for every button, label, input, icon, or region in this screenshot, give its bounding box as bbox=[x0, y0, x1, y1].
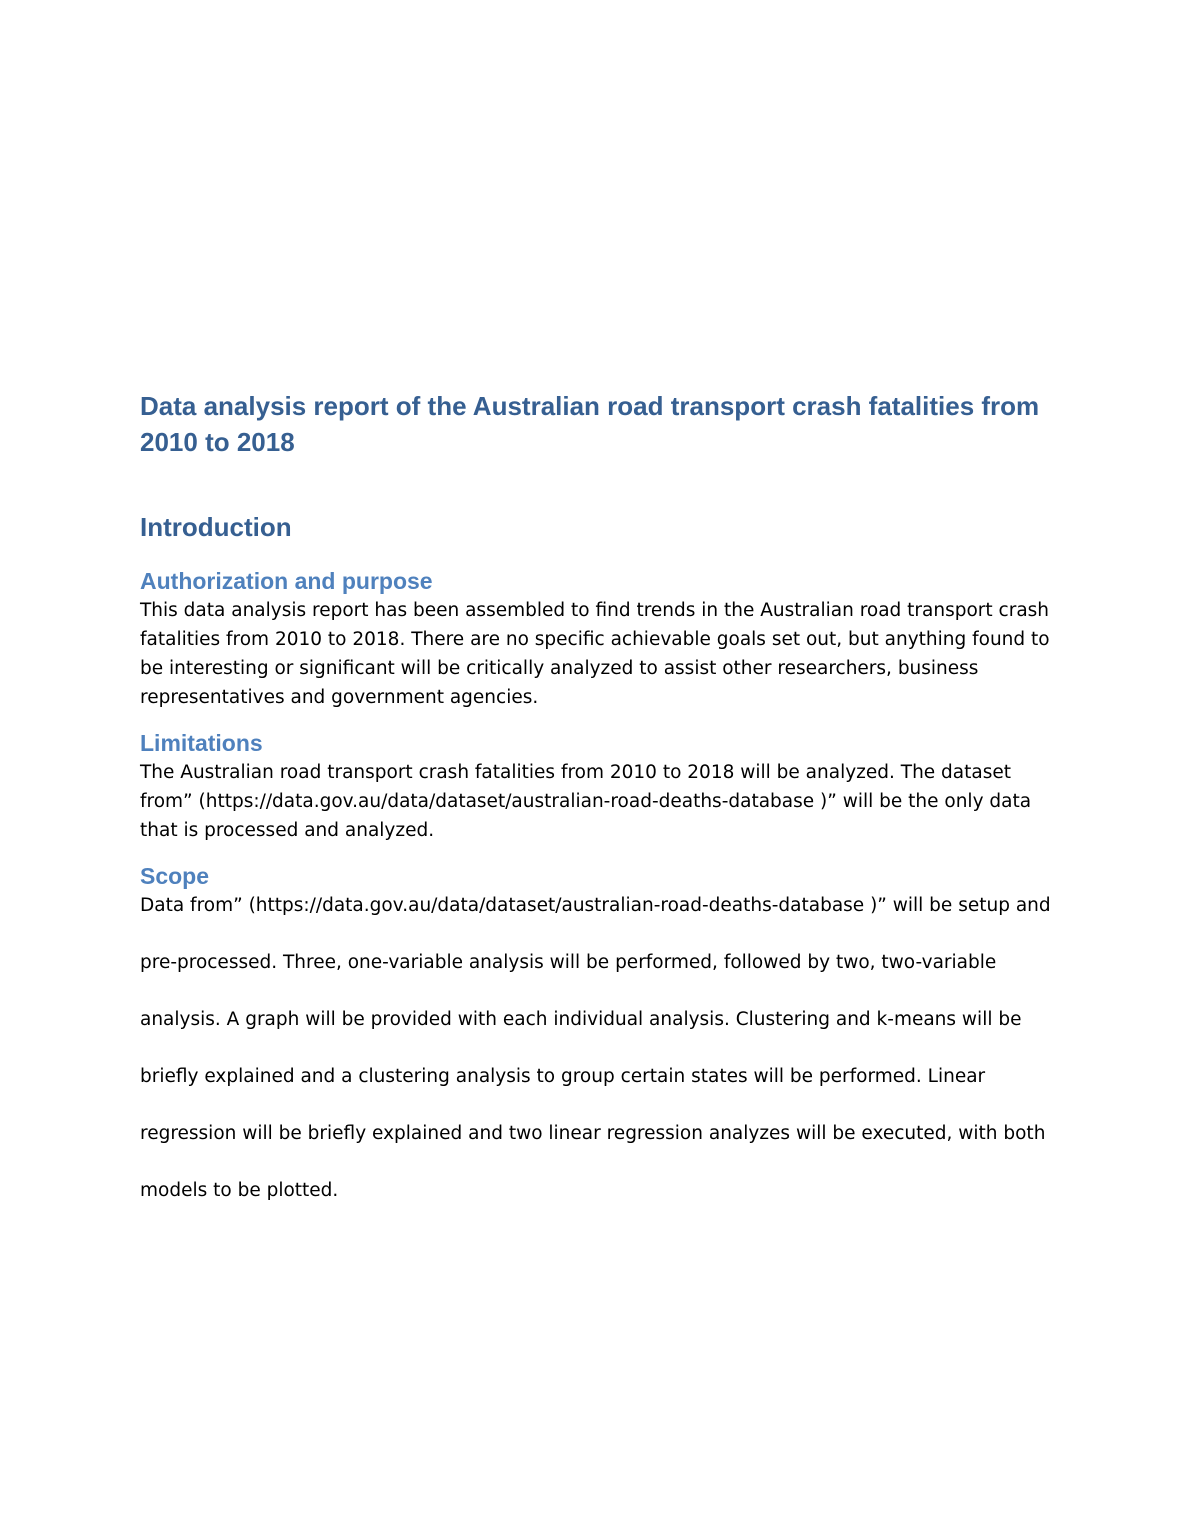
document-title: Data analysis report of the Australian road transport crash fatalities from 2010 to 2018 bbox=[140, 391, 1040, 457]
section-scope bbox=[140, 861, 1055, 1219]
authorization-heading: Authorization and purpose bbox=[140, 568, 433, 594]
document-content bbox=[140, 388, 1055, 1219]
scope-paragraph: Data from” (https://data.gov.au/data/dataset/australian-road-deaths-database )” will be setup and pre-processed. Three, one-variable analysis will be performed, followed by two, two-variable analysis. A graph will be provided with each individual analysis. Clustering and k-means will be briefly explained and a clustering analysis to group certain states will be performed. Linear regression will be briefly explained and two linear regression analyzes will be executed, with both models to be plotted. bbox=[140, 895, 1051, 1201]
section-limitations bbox=[140, 728, 1055, 845]
authorization-paragraph: This data analysis report has been assembled to find trends in the Australian road transport crash fatalities from 2010 to 2018. There are no specific achievable goals set out, but anything found to be interesting or significant will be critically analyzed to assist other researchers, business representatives and government agencies. bbox=[140, 600, 1050, 708]
scope-heading: Scope bbox=[140, 863, 210, 889]
introduction-heading: Introduction bbox=[140, 512, 292, 542]
limitations-paragraph: The Australian road transport crash fatalities from 2010 to 2018 will be analyzed. The dataset from” (https://data.gov.au/data/dataset/australian-road-deaths-database )” will be the only data that is processed and analyzed. bbox=[140, 762, 1032, 841]
limitations-heading: Limitations bbox=[140, 730, 263, 756]
section-authorization-and-purpose bbox=[140, 566, 1055, 712]
